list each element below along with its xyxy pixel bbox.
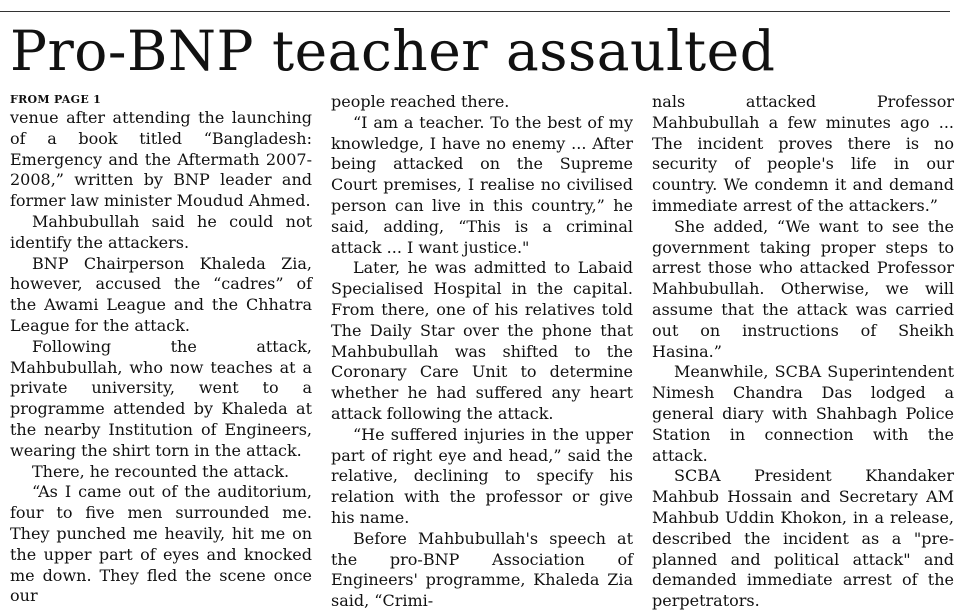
paragraph: nals attacked Professor Mahbubullah a few minutes ago ... The incident proves there is no security of people's life in our country. We condemn it and demand immediate arrest of the attackers.” (652, 92, 954, 215)
paragraph: SCBA President Khandaker Mahbub Hossain and Secretary AM Mahbub Uddin Khokon, in a release, described the incident as a "pre-planned and political attack" and demanded immediate arrest of the perpetrators. (652, 466, 954, 611)
paragraph: “He suffered injuries in the upper part of right eye and head,” said the relative, declining to specify his relation with the professor or give his name. (331, 424, 633, 527)
paragraph: venue after attending the launching of a book titled “Bangladesh: Emergency and the Aftermath 2007-2008,” written by BNP leader and former law minister Moudud Ahmed. (10, 108, 312, 211)
paragraph: Meanwhile, SCBA Superintendent Nimesh Chandra Das lodged a general diary with Shahbagh Police Station in connection with the attack. (652, 362, 954, 465)
article-column-3 (652, 92, 954, 612)
paragraph: There, he recounted the attack. (32, 461, 290, 481)
headline: Pro-BNP teacher assaulted (10, 19, 776, 83)
paragraph: “As I came out of the auditorium, four to five men surrounded me. They punched me heavily, hit me on the upper part of eyes and knocked me down. They fled the scene once our (10, 482, 312, 606)
paragraph: Mahbubullah said he could not identify the attackers. (10, 211, 312, 252)
paragraph: Following the attack, Mahbubullah, who now teaches at a private university, went to a programme attended by Khaleda at the nearby Institution of Engineers, wearing the shirt torn in the attack. (10, 336, 312, 460)
paragraph: BNP Chairperson Khaleda Zia, however, accused the “cadres” of the Awami League and the Chhatra League for the attack. (10, 253, 312, 335)
paragraph: She added, “We want to see the government taking proper steps to arrest those who attacked Professor Mahbubullah. Otherwise, we will assume that the attack was carried out on instructions of Sheikh Hasina.” (652, 216, 954, 361)
top-rule (0, 11, 950, 12)
paragraph: “I am a teacher. To the best of my knowledge, I have no enemy ... After being attacked on the Supreme Court premises, I realise no civilised person can live in this country,” he said, adding, “This is a criminal attack ... I want justice." (331, 112, 633, 257)
article-column-2 (331, 92, 633, 612)
paragraph: Later, he was admitted to Labaid Specialised Hospital in the capital. From there, one of his relatives told The Daily Star over the phone that Mahbubullah was shifted to the Coronary Care Unit to determine whether he had suffered any heart attack following the attack. (331, 258, 633, 423)
article-column-1 (10, 92, 312, 607)
paragraph: people reached there. (331, 92, 510, 111)
continued-from-label: FROM PAGE 1 (10, 93, 102, 106)
paragraph: Before Mahbubullah's speech at the pro-BNP Association of Engineers' programme, Khaleda Zia said, “Crimi- (331, 528, 633, 611)
